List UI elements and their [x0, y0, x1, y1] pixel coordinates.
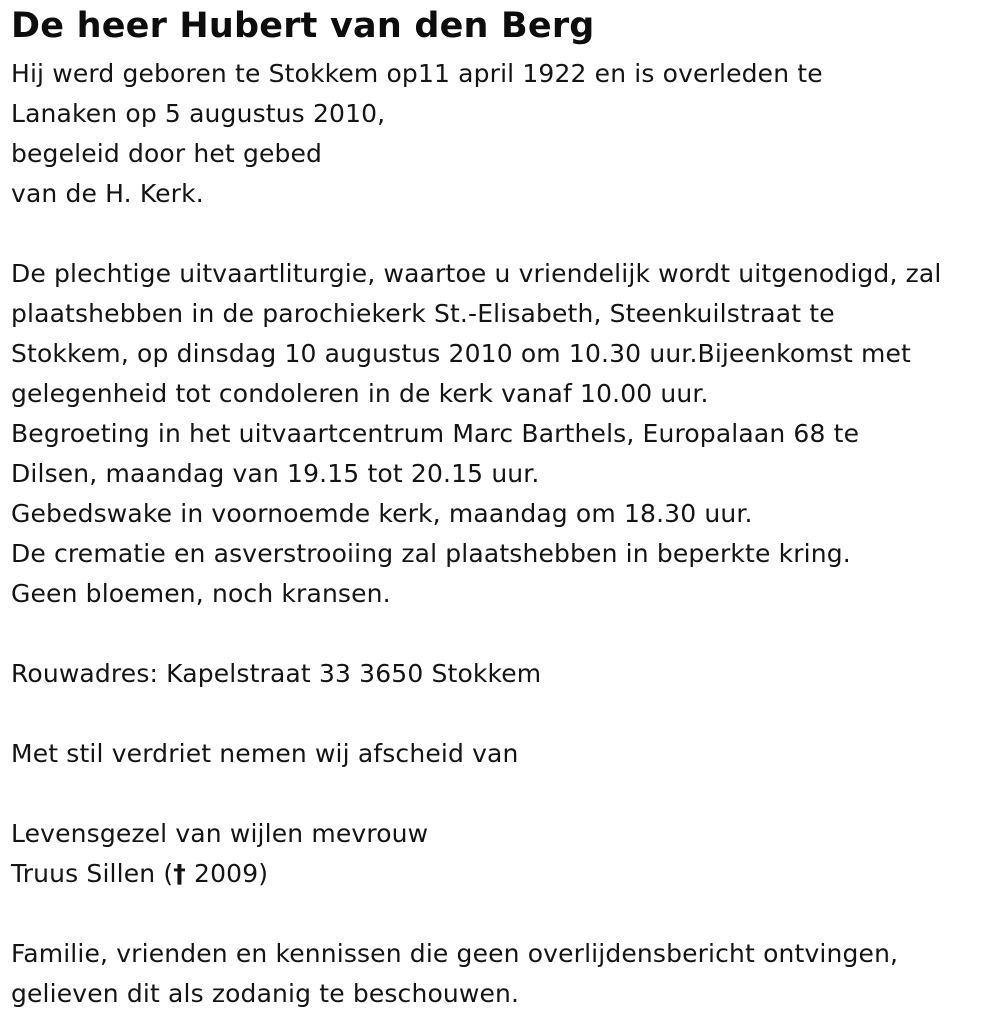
- paragraph-spacer: [11, 214, 1000, 254]
- ceremony-line: Geen bloemen, noch kransen.: [11, 579, 391, 608]
- partner-name-line: [11, 854, 1000, 894]
- closing-line: gelieven dit als zodanig te beschouwen.: [11, 979, 520, 1008]
- intro-line: begeleid door het gebed: [11, 139, 323, 168]
- ceremony-line: Begroeting in het uitvaartcentrum Marc Barthels, Europalaan 68 te: [11, 419, 860, 448]
- intro-line: van de H. Kerk.: [11, 179, 204, 208]
- closing-line: Familie, vrienden en kennissen die geen overlijdensbericht ontvingen,: [11, 939, 899, 968]
- ceremony-paragraph: [11, 254, 1000, 614]
- intro-line: Lanaken op 5 augustus 2010,: [11, 99, 386, 128]
- intro-paragraph: [11, 54, 1000, 214]
- ceremony-line: De crematie en asverstrooiing zal plaatshebben in beperkte kring.: [11, 539, 851, 568]
- ceremony-line: De plechtige uitvaartliturgie, waartoe u vriendelijk wordt uitgenodigd, zal: [11, 259, 942, 288]
- ceremony-line: Dilsen, maandag van 19.15 tot 20.15 uur.: [11, 459, 540, 488]
- partner-death-year: 2009): [185, 859, 269, 888]
- closing-paragraph: [11, 934, 1000, 1014]
- farewell-line: Met stil verdriet nemen wij afscheid van: [11, 739, 519, 768]
- partner-line: Levensgezel van wijlen mevrouw: [11, 819, 429, 848]
- partner-name: Truus Sillen (: [11, 859, 174, 888]
- intro-line: Hij werd geboren te Stokkem op11 april 1922 en is overleden te: [11, 59, 823, 88]
- paragraph-spacer: [11, 894, 1000, 934]
- paragraph-spacer: [11, 694, 1000, 734]
- ceremony-line: Gebedswake in voornoemde kerk, maandag om 18.30 uur.: [11, 499, 753, 528]
- partner-paragraph: [11, 814, 1000, 894]
- paragraph-spacer: [11, 774, 1000, 814]
- ceremony-line: gelegenheid tot condoleren in de kerk vanaf 10.00 uur.: [11, 379, 709, 408]
- ceremony-line: Stokkem, op dinsdag 10 augustus 2010 om 10.30 uur.Bijeenkomst met: [11, 339, 911, 368]
- mourning-address: Rouwadres: Kapelstraat 33 3650 Stokkem: [11, 659, 542, 688]
- cross-icon: †: [173, 859, 186, 888]
- ceremony-line: plaatshebben in de parochiekerk St.-Elisabeth, Steenkuilstraat te: [11, 299, 835, 328]
- notice-title: De heer Hubert van den Berg: [11, 6, 595, 46]
- paragraph-spacer: [11, 614, 1000, 654]
